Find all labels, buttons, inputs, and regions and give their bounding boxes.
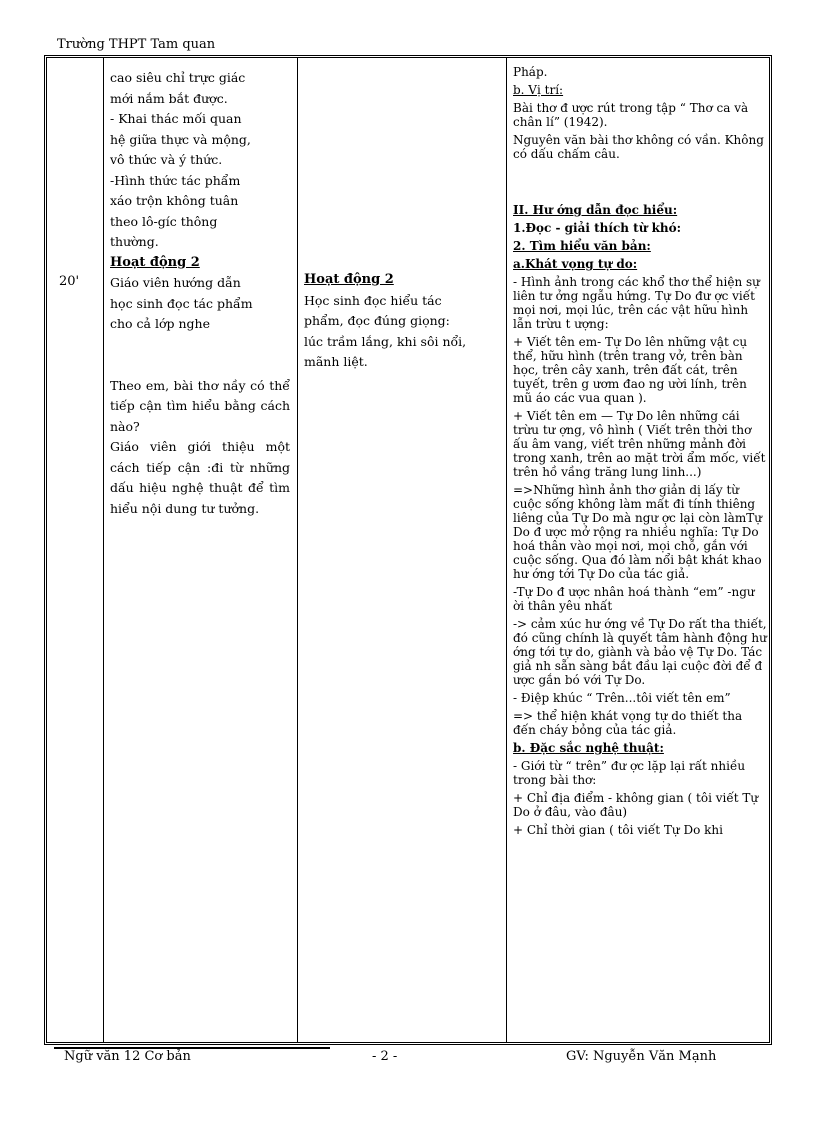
- footer-page-number: - 2 -: [372, 1049, 398, 1064]
- content-text: Bài thơ đ ược rút trong tập “ Thơ ca và chân lí” (1942).: [513, 101, 749, 129]
- content-text: -Tự Do đ ược nhân hoá thành “em” -ngư ời thân yêu nhất: [513, 585, 755, 613]
- content-text: - Hình ảnh trong các khổ thơ thể hiện sự liên tư ởng ngẫu hứng. Tự Do đư ợc viết mọi nơi, mọi lúc, trên các vật hữu hình lẫn trừu t ượng:: [513, 275, 760, 331]
- header-school-name: Trường THPT Tam quan: [57, 37, 216, 52]
- footer-subject: Ngữ văn 12 Cơ bản: [64, 1049, 191, 1064]
- teacher-text-line: - Khai thác mối quan: [110, 111, 242, 126]
- column-divider: [103, 58, 104, 1042]
- subheading-position: b. Vị trí:: [513, 83, 564, 97]
- teacher-activity-heading: Hoạt động 2: [110, 254, 200, 270]
- teacher-text-line: cho cả lớp nghe: [110, 316, 210, 331]
- content-text: - Điệp khúc “ Trên...tôi viết tên em”: [513, 691, 731, 705]
- teacher-text-line: học sinh đọc tác phẩm: [110, 295, 253, 311]
- footer-teacher: GV: Nguyễn Văn Mạnh: [566, 1049, 717, 1064]
- student-activity-column: [304, 270, 504, 373]
- section-heading: II. Hư ớng dẫn đọc hiểu:: [513, 203, 678, 217]
- teacher-text-line: -Hình thức tác phẩm: [110, 172, 241, 188]
- column-divider: [297, 58, 298, 1042]
- teacher-question: Theo em, bài thơ nầy có thể tiếp cận tìm hiểu bằng cách nào?: [110, 377, 290, 434]
- student-text-line: lúc trầm lắng, khi sôi nổi,: [304, 333, 467, 349]
- teacher-approach: Giáo viên giới thiệu một cách tiếp cận :đi từ những dấu hiệu nghệ thuật để tìm hiểu nội dung tư tưởng.: [110, 439, 290, 516]
- section-subheading: 2. Tìm hiểu văn bản:: [513, 239, 651, 253]
- subheading-aspiration: a.Khát vọng tự do:: [513, 257, 638, 271]
- content-text: + Viết tên em — Tự Do lên những cái trừu tư ợng, vô hình ( Viết trên thời thơ ấu âm vang, viết trên những mảnh đời trong xanh, trên ao mặt trời ẩm mốc, viết trên hồ vầng trăng lung linh...): [513, 409, 766, 479]
- student-text-line: Học sinh đọc hiểu tác: [304, 292, 442, 308]
- content-text: Pháp.: [513, 65, 548, 79]
- subheading-art: b. Đặc sắc nghệ thuật:: [513, 741, 664, 755]
- section-subheading: 1.Đọc - giải thích từ khó:: [513, 221, 682, 235]
- content-text: + Chỉ thời gian ( tôi viết Tự Do khi: [513, 823, 723, 837]
- column-divider: [506, 58, 507, 1042]
- student-text-line: mãnh liệt.: [304, 354, 368, 369]
- content-column: [513, 65, 767, 841]
- teacher-activity-column: [110, 68, 290, 519]
- content-text: =>Những hình ảnh thơ giản dị lấy từ cuộc sống không làm mất đi tính thiêng liêng của Tự Do mà ngư ợc lại còn làmTự Do đ ược mở rộng ra nhiều nghĩa: Tự Do hoá thân vào mọi nơi, mọi chỗ, gắn với cuộc sống. Qua đó làm nổi bật khát khao hư ớng tới Tự Do của tác giả.: [513, 483, 762, 581]
- teacher-text-line: mới nắm bắt được.: [110, 90, 228, 106]
- student-activity-heading: Hoạt động 2: [304, 272, 394, 287]
- content-text: Nguyên văn bài thơ không có vần. Không có dấu chấm câu.: [513, 133, 764, 161]
- teacher-text-line: thường.: [110, 234, 159, 249]
- teacher-text-line: cao siêu chỉ trực giác: [110, 70, 246, 85]
- student-text-line: phẩm, đọc đúng giọng:: [304, 313, 450, 328]
- teacher-text-line: xáo trộn không tuân: [110, 193, 239, 208]
- content-text: + Chỉ địa điểm - không gian ( tôi viết Tự Do ở đâu, vào đâu): [513, 791, 759, 819]
- content-text: -> cảm xúc hư ớng về Tự Do rất tha thiết, đó cũng chính là quyết tâm hành động hư ớng tới tự do, giành và bảo vệ Tự Do. Tác giả nh sẵn sàng bắt đầu lại cuộc đời để đ ược gắn bó với Tự Do.: [513, 617, 767, 687]
- lesson-table: [44, 55, 772, 1045]
- teacher-text-line: vô thức và ý thức.: [110, 152, 223, 167]
- content-text: + Viết tên em- Tự Do lên những vật cụ thể, hữu hình (trên trang vở, trên bàn học, trên cây xanh, trên đất cát, trên tuyết, trên g ươm đao ng ười lính, trên mũ áo các vua quan ).: [513, 335, 748, 405]
- teacher-text-line: theo lô-gíc thông: [110, 213, 218, 229]
- teacher-text-line: hệ giữa thực và mộng,: [110, 131, 251, 147]
- teacher-text-line: Giáo viên hướng dẫn: [110, 275, 241, 290]
- content-text: - Giới từ “ trên” đư ợc lặp lại rất nhiều trong bài thơ:: [513, 759, 746, 787]
- time-cell: 20': [59, 274, 80, 289]
- content-text: => thể hiện khát vọng tự do thiết tha đến cháy bỏng của tác giả.: [513, 709, 743, 737]
